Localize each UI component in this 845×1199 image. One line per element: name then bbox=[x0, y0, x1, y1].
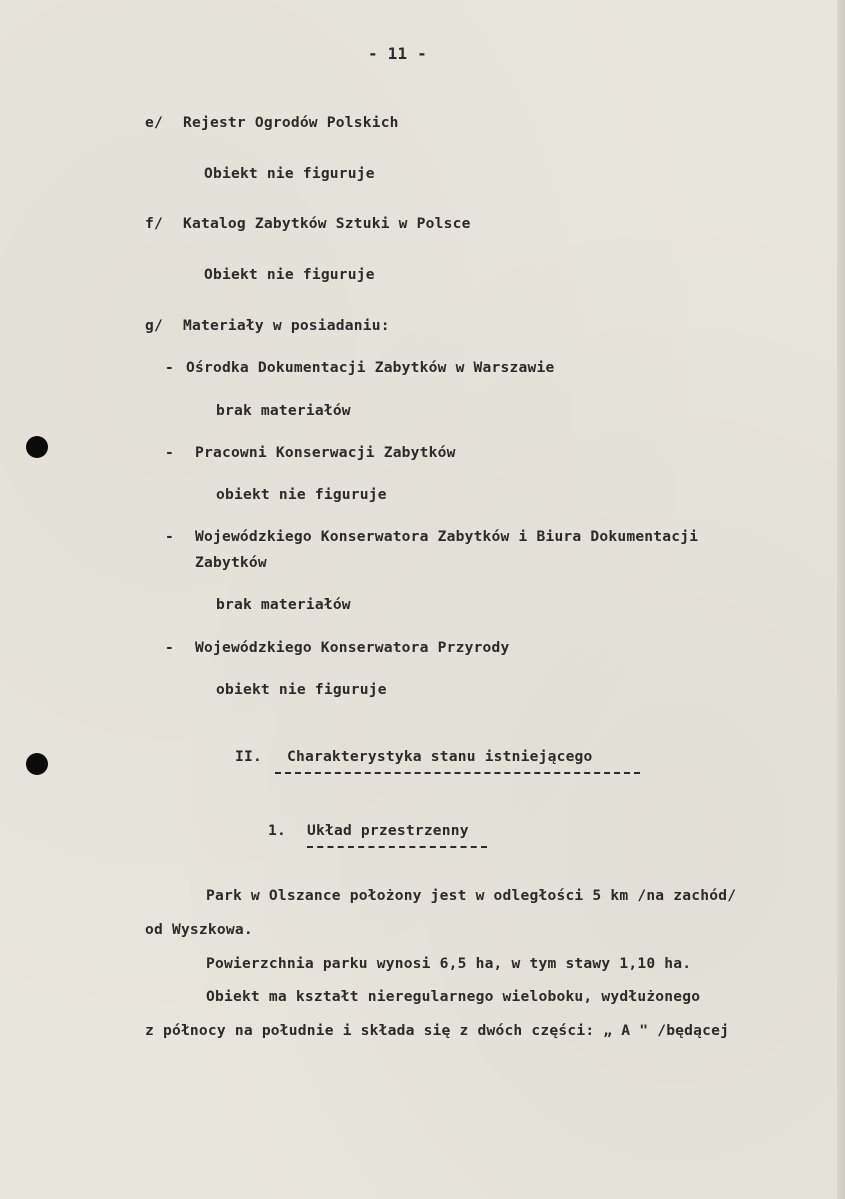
list-item-name-continuation: Zabytków bbox=[195, 554, 267, 571]
section-e-note: Obiekt nie figuruje bbox=[204, 165, 375, 182]
list-item-name: Wojewódzkiego Konserwatora Przyrody bbox=[195, 639, 510, 656]
subchapter-number: 1. bbox=[268, 822, 286, 839]
list-item-note: obiekt nie figuruje bbox=[216, 486, 387, 503]
body-paragraph-line: Obiekt ma kształt nieregularnego wieloboku, wydłużonego bbox=[206, 988, 701, 1005]
section-f-label: f/ bbox=[145, 215, 163, 232]
page-number: - 11 - bbox=[368, 44, 427, 63]
subchapter-title: Układ przestrzenny bbox=[307, 822, 469, 839]
list-item-name: Pracowni Konserwacji Zabytków bbox=[195, 444, 456, 461]
list-item-dash: - bbox=[165, 639, 174, 656]
punch-hole-top bbox=[26, 436, 48, 458]
section-e-title: Rejestr Ogrodów Polskich bbox=[183, 114, 399, 131]
paper-edge bbox=[837, 0, 845, 1199]
body-paragraph-line: od Wyszkowa. bbox=[145, 921, 253, 938]
list-item-name: Wojewódzkiego Konserwatora Zabytków i Biura Dokumentacji bbox=[195, 528, 699, 545]
chapter-title-underline bbox=[275, 772, 640, 774]
punch-hole-bottom bbox=[26, 753, 48, 775]
section-e-label: e/ bbox=[145, 114, 163, 131]
body-paragraph-line: z północy na południe i składa się z dwóch części: „ A " /będącej bbox=[145, 1022, 730, 1039]
list-item-note: brak materiałów bbox=[216, 596, 351, 613]
subchapter-title-underline bbox=[307, 846, 487, 848]
section-g-title: Materiały w posiadaniu: bbox=[183, 317, 390, 334]
chapter-title: Charakterystyka stanu istniejącego bbox=[287, 748, 593, 765]
chapter-number: II. bbox=[235, 748, 262, 765]
section-g-label: g/ bbox=[145, 317, 163, 334]
list-item-dash: - bbox=[165, 528, 174, 545]
body-paragraph-line: Park w Olszance położony jest w odległości 5 km /na zachód/ bbox=[206, 887, 737, 904]
list-item-name: Ośrodka Dokumentacji Zabytków w Warszawie bbox=[186, 359, 555, 376]
list-item-note: brak materiałów bbox=[216, 402, 351, 419]
list-item-dash: - bbox=[165, 359, 174, 376]
list-item-note: obiekt nie figuruje bbox=[216, 681, 387, 698]
section-f-title: Katalog Zabytków Sztuki w Polsce bbox=[183, 215, 471, 232]
section-f-note: Obiekt nie figuruje bbox=[204, 266, 375, 283]
list-item-dash: - bbox=[165, 444, 174, 461]
body-paragraph-line: Powierzchnia parku wynosi 6,5 ha, w tym stawy 1,10 ha. bbox=[206, 955, 692, 972]
